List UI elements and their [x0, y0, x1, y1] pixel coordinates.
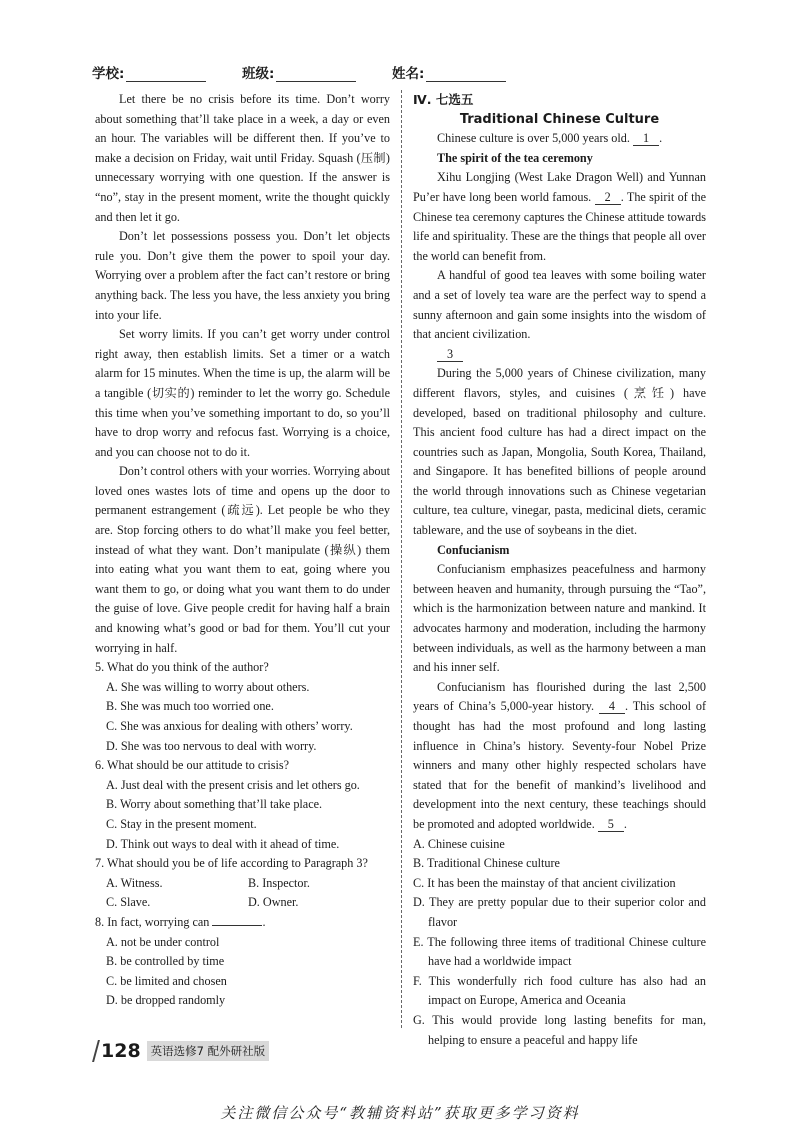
class-blank[interactable] [276, 67, 356, 82]
passage-paragraph: Don’t control others with your worries. Worrying about loved ones wastes lots of time and opens up the door to permanent estrangement (疏远). Let people be who they are. Stop forcing others to do what’ll make you feel better, instead of what they want. Don’t manipulate (操纵) them into eating what you want them to eat, going where you want them to go, or doing what you want them to do under the guise of love. Give people credit for having half a brain and knowing what’s good or bad for them. You’ll cut your worrying in half. [95, 464, 390, 655]
answer-blank-2[interactable]: 2 [595, 190, 621, 205]
school-blank[interactable] [126, 67, 206, 82]
paragraph-text: Confucianism has flourished during the last 2,500 years of China’s 5,000-year history. [413, 679, 706, 714]
choice-option[interactable]: E. The following three items of traditional Chinese culture have had a worldwide impact [413, 934, 706, 969]
option-row [95, 893, 390, 913]
name-label: 姓名: [392, 66, 425, 82]
question-8 [95, 913, 390, 1011]
question-stem: 7. What should you be of life according to Paragraph 3? [95, 856, 368, 871]
page-footer [95, 1040, 269, 1062]
answer-blank[interactable] [212, 925, 262, 926]
answer-option[interactable]: C. be limited and chosen [106, 973, 227, 988]
choice-option[interactable]: C. It has been the mainstay of that ancient civilization [413, 875, 676, 890]
passage-paragraph [413, 168, 706, 266]
answer-option[interactable]: A. She was willing to worry about others. [106, 679, 310, 694]
answer-blank-3[interactable]: 3 [437, 347, 463, 362]
answer-option[interactable]: B. Worry about something that’ll take place. [106, 797, 323, 812]
student-info-header [92, 62, 692, 86]
answer-option[interactable]: B. Inspector. [248, 875, 310, 890]
page-number: 128 [101, 1040, 141, 1062]
answer-option[interactable]: D. Owner. [248, 895, 299, 910]
choice-option[interactable]: B. Traditional Chinese culture [413, 856, 560, 871]
answer-blank-5[interactable]: 5 [598, 817, 624, 832]
choice-option[interactable]: F. This wonderfully rich food culture has also had an impact on Europe, America and Oceania [413, 973, 706, 1008]
question-stem: 5. What do you think of the author? [95, 660, 269, 675]
answer-option[interactable]: C. Stay in the present moment. [106, 816, 257, 831]
choice-option[interactable]: D. They are pretty popular due to their superior color and flavor [413, 895, 706, 929]
paragraph-text: . The spirit of the Chinese tea ceremony captures the Chinese attitude towards life and spirituality. These are the things that people all over the world can benefit from. [413, 189, 706, 263]
footer-slash-icon [92, 1040, 100, 1062]
promo-text: 关注微信公众号“教辅资料站”获取更多学习资料 [220, 1104, 580, 1122]
name-blank[interactable] [426, 67, 506, 82]
passage-paragraph: Confucianism has flourished during the last 2,500 years of China’s 5,000-year history. 4 . This school of thought has had the most profound and long lasting influence in China’s history. Seventy-four Nobel Prize winners and many other highly respected scholars have stated that for the benefit of mankind’s livelihood and development into the next century, these teachings should be promoted and adopted worldwide. 5 . [413, 679, 707, 831]
right-column [413, 90, 706, 1050]
option-row [95, 874, 390, 894]
question-7 [95, 854, 390, 913]
blank-line [413, 345, 706, 365]
passage-paragraph: Confucianism emphasizes peacefulness and harmony between heaven and humanity, through pursuing the “Tao”, which is the harmonization between nature and mankind. It advocates harmony and moderation, including the harmony between individuals, as well as the harmony between a man and his inner self. [413, 562, 706, 675]
intro-text: Chinese culture is over 5,000 years old. [437, 131, 630, 146]
question-stem [95, 913, 390, 933]
passage-paragraph: Chinese culture is over 5,000 years old. 1 . [437, 131, 663, 146]
passage-paragraph: A handful of good tea leaves with some boiling water and a set of lovely tea ware are the perfect way to spend a sunny afternoon and gain some insights into the wisdom of that ancient civilization. [413, 268, 706, 342]
answer-option[interactable]: B. She was much too worried one. [106, 699, 274, 714]
column-divider [401, 90, 402, 1028]
answer-option[interactable]: A. not be under control [106, 934, 220, 949]
choice-option[interactable]: G. This would provide long lasting benefits for man, helping to ensure a peaceful and happy life [413, 1012, 706, 1047]
paragraph-text: . This school of thought has had the most profound and long lasting influence in China’s history. Seventy-four Nobel Prize winners and many other highly respected scholars have stated that for the benefit of mankind’s livelihood and development into the next century, these teachings should be promoted and adopted worldwide. [413, 699, 707, 831]
answer-option[interactable]: D. be dropped randomly [106, 993, 226, 1008]
answer-blank-1[interactable]: 1 [633, 131, 659, 146]
left-column [95, 90, 390, 1011]
answer-option[interactable]: A. Just deal with the present crisis and let others go. [106, 777, 360, 792]
subheading: The spirit of the tea ceremony [437, 150, 593, 165]
answer-option[interactable]: D. Think out ways to deal with it ahead of time. [106, 836, 340, 851]
answer-option[interactable]: C. Slave. [106, 895, 151, 910]
class-field [242, 62, 356, 82]
question-stem-end: . [262, 914, 266, 929]
answer-option[interactable]: B. be controlled by time [106, 954, 225, 969]
question-stem-text: 8. In fact, worrying can [95, 914, 210, 929]
answer-option[interactable]: D. She was too nervous to deal with worry. [106, 738, 317, 753]
passage-paragraph: Don’t let possessions possess you. Don’t let objects rule you. Don’t give them the power to spoil your day. Worrying over a problem after the fact can’t restore or bring anything back. The less you have, the less anxiety you bring into your life. [95, 229, 390, 322]
question-5 [95, 658, 390, 756]
passage-title: Traditional Chinese Culture [459, 111, 660, 127]
question-6 [95, 756, 390, 854]
school-field [92, 62, 206, 82]
passage-paragraph: Set worry limits. If you can’t get worry under control right away, then establish limits. Set a timer or a watch alarm for 15 minutes. When the time is up, the alarm will be a tangible (切实的) reminder to let the worry go. Schedule this time when you’ve something important to do, so you’ll have to drop worry and refocus fast. Worrying is a choice, and you can choose not to do it. [95, 327, 390, 459]
section-heading: Ⅳ. 七选五 [413, 92, 474, 107]
paragraph-text: Xihu Longjing (West Lake Dragon Well) and Yunnan Pu’er have long been world famous. [413, 170, 706, 204]
choice-option[interactable]: A. Chinese cuisine [413, 836, 505, 851]
answer-option[interactable]: C. She was anxious for dealing with others’ worry. [106, 719, 353, 733]
answer-blank-4[interactable]: 4 [599, 699, 625, 714]
book-title: 英语选修7 配外研社版 [147, 1041, 269, 1061]
passage-paragraph: Let there be no crisis before its time. Don’t worry about something that’ll take place in a week, a day or even an hour. The variables will be different then. If you’ve to make a decision on Friday, wait until Friday. Squash (压制) unnecessary worrying with one question. If the answer is “no”, stay in the present moment, write the thought quickly and then let it go. [95, 92, 390, 224]
subheading: Confucianism [437, 542, 510, 557]
class-label: 班级: [242, 66, 275, 82]
question-stem: 6. What should be our attitude to crisis? [95, 758, 290, 773]
school-label: 学校: [92, 66, 125, 82]
answer-option[interactable]: A. Witness. [106, 875, 163, 890]
passage-paragraph: During the 5,000 years of Chinese civilization, many different flavors, styles, and cuisines (烹饪) have developed, based on traditional philosophy and culture. This ancient food culture has had a direct impact on the countries such as Japan, Mongolia, South Korea, Thailand, and Singapore. It has benefited billions of people around the world through innovations such as Chinese vegetarian culture, tea culture, vinegar, pasta, medicinal diets, ceramic tableware, and the use of soybeans in the diet. [413, 366, 706, 538]
name-field [392, 62, 506, 82]
